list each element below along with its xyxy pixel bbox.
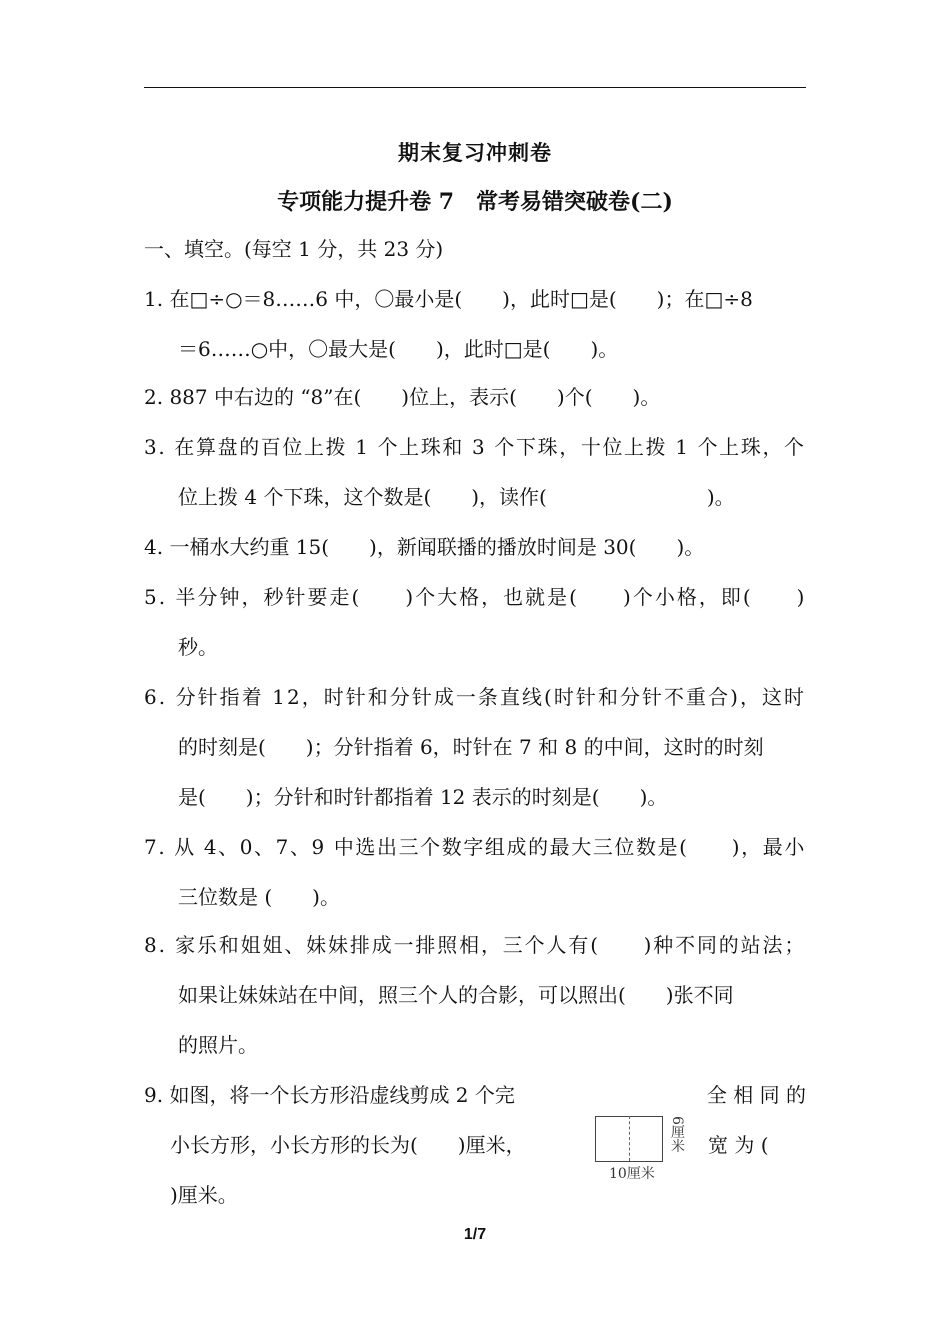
question-9-line-3: )厘米。 xyxy=(170,1183,238,1207)
document-title: 期末复习冲刺卷 xyxy=(398,140,552,165)
question-1-line-1 xyxy=(144,286,806,312)
question-6-line-1: 6. 分针指着 12，时针和分针成一条直线(时针和分针不重合)，这时 xyxy=(144,685,807,709)
question-9-line-1-right: 全 相 同 的 xyxy=(706,1083,806,1107)
figure-width-label: 10厘米 xyxy=(609,1166,655,1182)
question-5-line-2: 秒。 xyxy=(178,635,218,659)
question-3-line-1: 3. 在算盘的百位上拨 1 个上珠和 3 个下珠，十位上拨 1 个上珠，个 xyxy=(144,435,806,459)
question-6-line-2: 的时刻是( )；分针指着 6，时针在 7 和 8 的中间，这时的时刻 xyxy=(178,735,764,759)
question-7-line-1: 7. 从 4、0、7、9 中选出三个数字组成的最大三位数是( )，最小 xyxy=(144,835,806,859)
question-9-line-1-left: 9. 如图，将一个长方形沿虚线剪成 2 个完 xyxy=(144,1083,515,1107)
question-8-line-2: 如果让妹妹站在中间，照三个人的合影，可以照出( )张不同 xyxy=(178,983,734,1007)
question-6-line-3: 是( )；分针和时针都指着 12 表示的时刻是( )。 xyxy=(178,785,668,809)
question-1-text-1: 1. 在□÷○＝8……6 中，〇最小是( )，此时□是( )；在□÷8 xyxy=(144,287,753,311)
question-7-line-2: 三位数是 ( )。 xyxy=(178,885,340,909)
question-5-line-1: 5. 半分钟，秒针要走( )个大格，也就是( )个小格，即( ) xyxy=(144,585,807,609)
figure-height-label: 6厘米 xyxy=(669,1116,685,1153)
question-8-line-1: 8. 家乐和姐姐、妹妹排成一排照相，三个人有( )种不同的站法； xyxy=(144,933,807,957)
page-number: 1/7 xyxy=(463,1226,487,1243)
question-8-line-3: 的照片。 xyxy=(178,1033,258,1057)
header-rule xyxy=(144,87,806,88)
dashed-cut-line xyxy=(629,1116,630,1161)
question-9-line-2-right: 宽 为 ( xyxy=(708,1133,769,1157)
question-3-line-2: 位上拨 4 个下珠，这个数是( )，读作( )。 xyxy=(178,485,735,509)
rectangle-figure xyxy=(595,1114,695,1184)
document-subtitle: 专项能力提升卷 7 常考易错突破卷(二) xyxy=(277,189,673,215)
question-2: 2. 887 中右边的 “8”在( )位上，表示( )个( )。 xyxy=(144,385,661,409)
section-heading: 一、填空。(每空 1 分，共 23 分) xyxy=(144,237,444,261)
question-1-line-2: ＝6……○中，〇最大是( )，此时□是( )。 xyxy=(178,337,619,361)
question-9-line-2-left: 小长方形，小长方形的长为( )厘米， xyxy=(170,1133,526,1157)
question-4: 4. 一桶水大约重 15( )，新闻联播的播放时间是 30( )。 xyxy=(144,535,705,559)
